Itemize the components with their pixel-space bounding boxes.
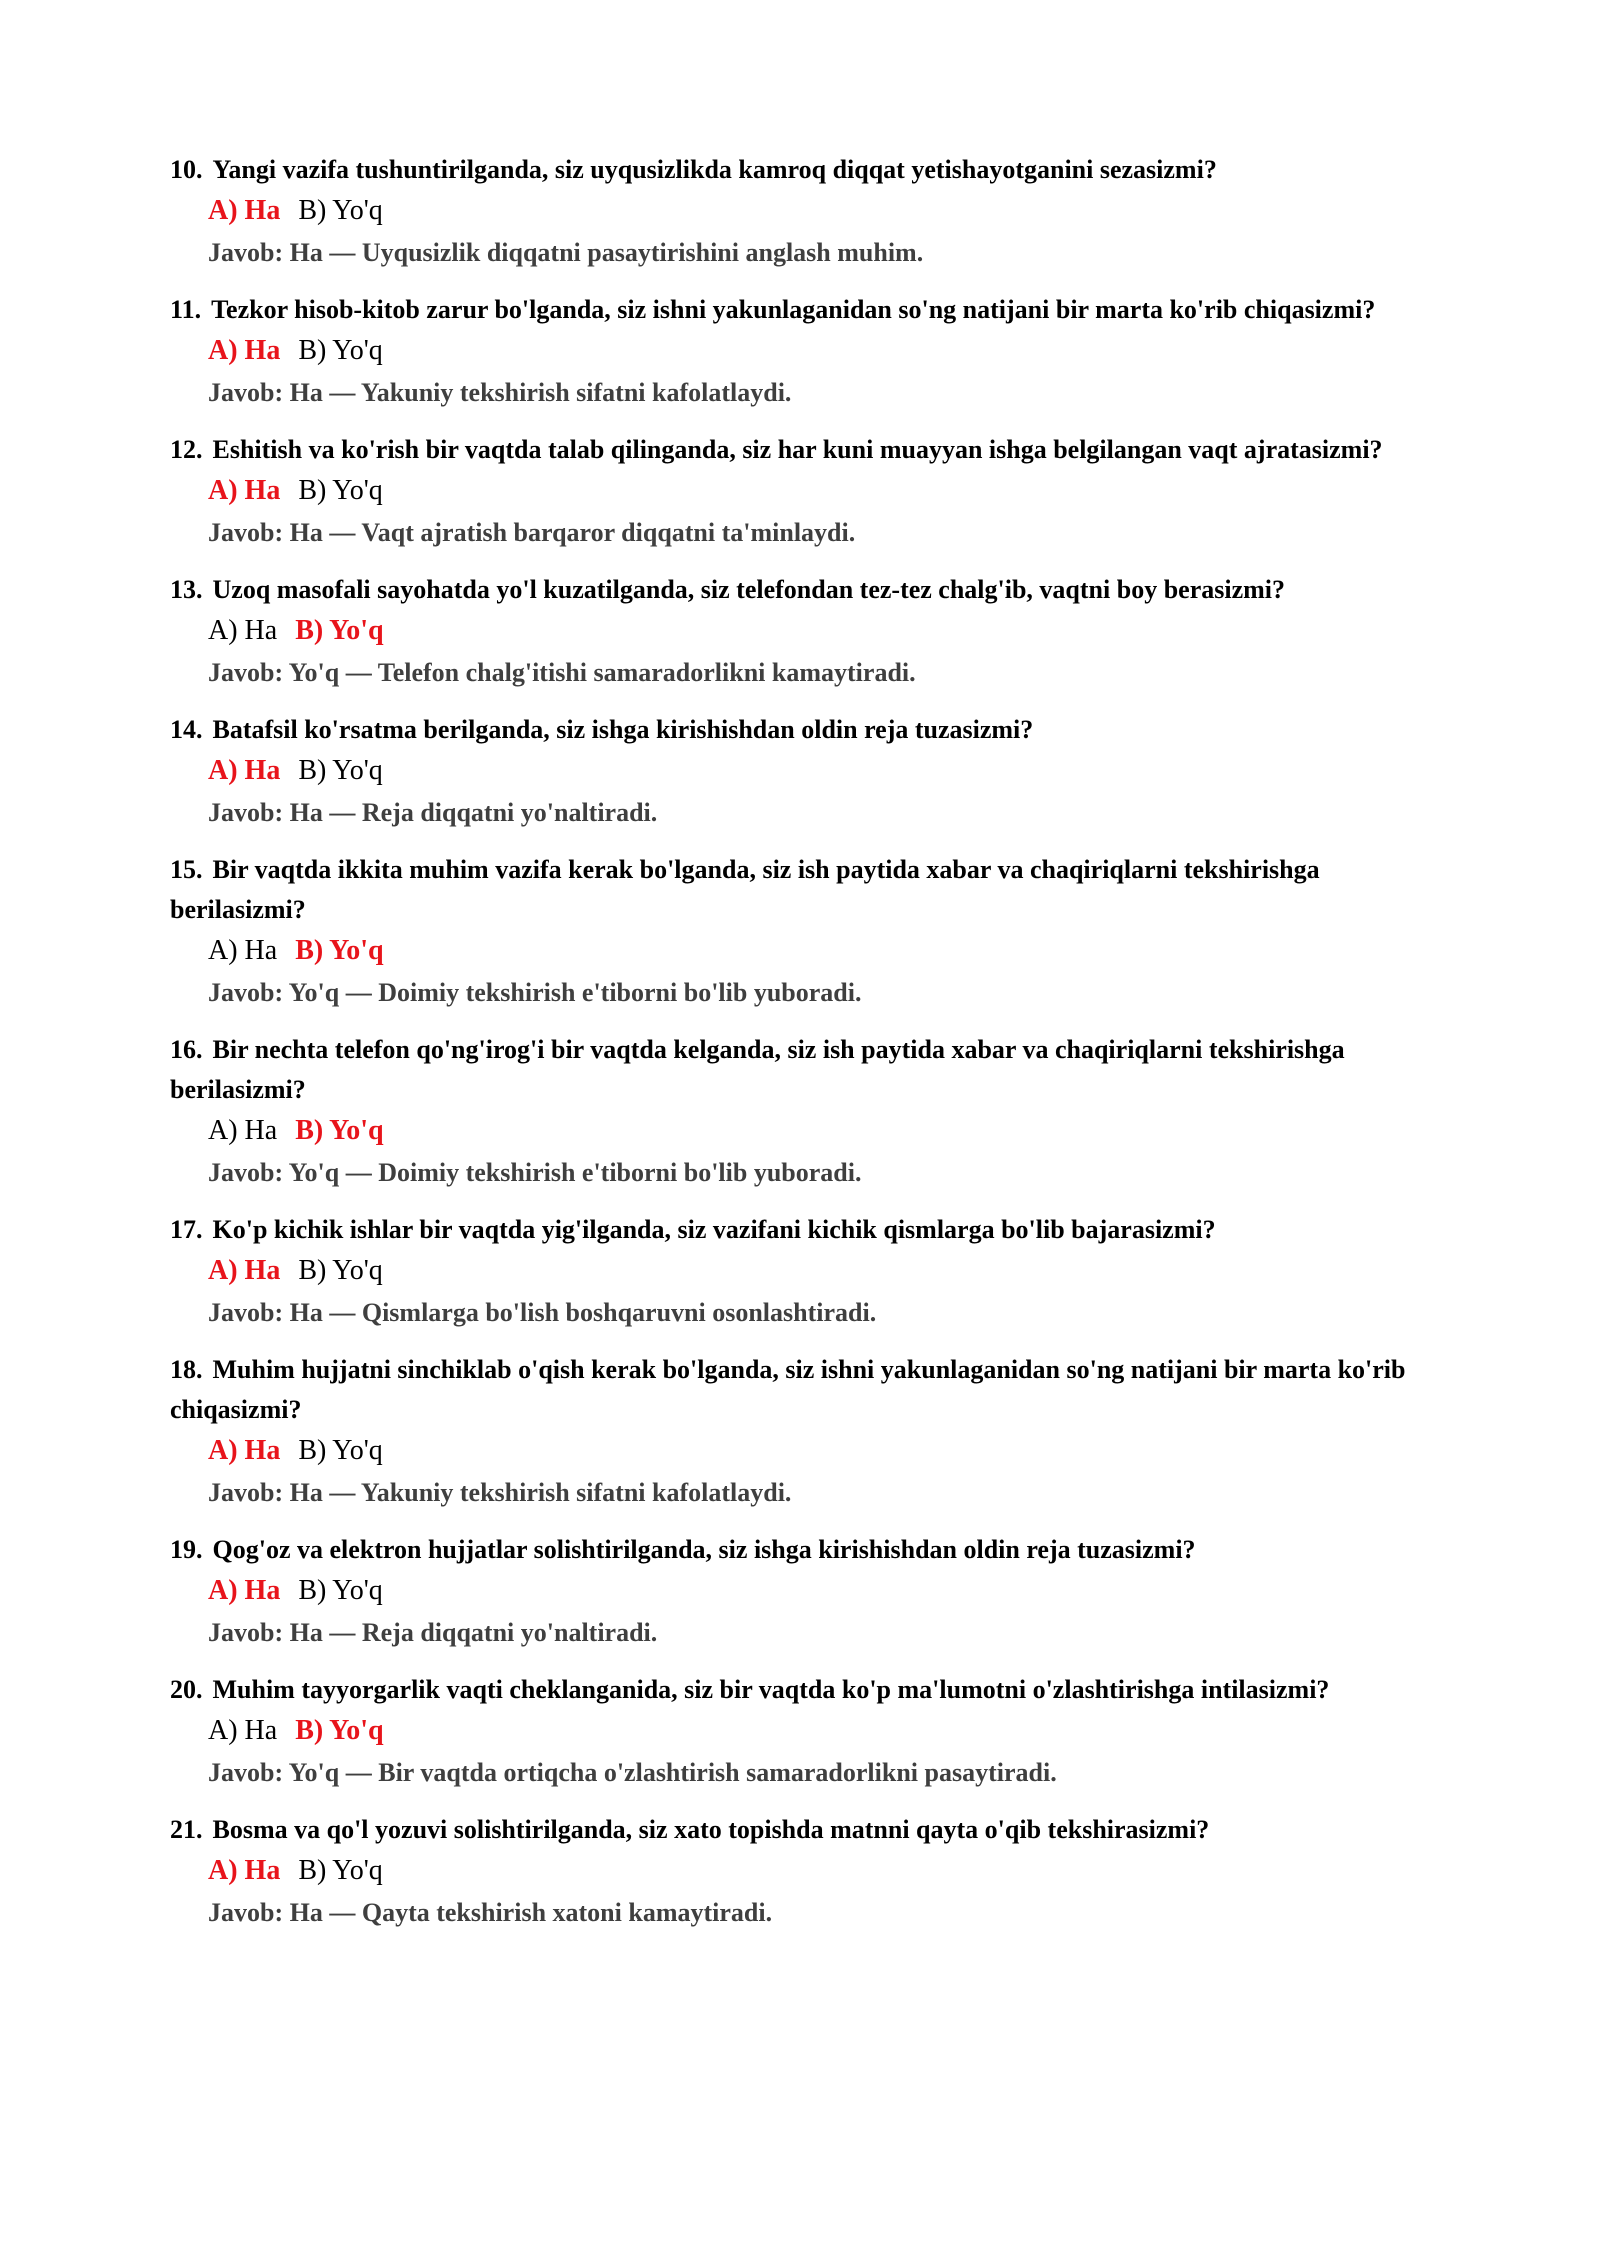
answer-line: Javob: Yo'q — Doimiy tekshirish e'tiborni bo'lib yuboradi. [208, 978, 862, 1007]
option-b: B) Yo'q [298, 1435, 383, 1466]
option-a: A) Ha [208, 1115, 278, 1146]
question-item [170, 290, 1440, 414]
question-item [170, 1030, 1440, 1194]
question-number: 20. [170, 1675, 203, 1704]
option-b: B) Yo'q [298, 1855, 383, 1886]
question-number: 11. [170, 295, 202, 324]
question-text [170, 1210, 1440, 1250]
option-b: B) Yo'q [295, 615, 384, 646]
option-a: A) Ha [208, 1855, 281, 1886]
options-row [208, 750, 1440, 792]
answer-line: Javob: Ha — Qismlarga bo'lish boshqaruvni osonlashtiradi. [208, 1298, 877, 1327]
options-row [208, 190, 1440, 232]
answer-line: Javob: Ha — Vaqt ajratish barqaror diqqatni ta'minlaydi. [208, 518, 856, 547]
question-item [170, 850, 1440, 1014]
answer-line: Javob: Ha — Yakuniy tekshirish sifatni kafolatlaydi. [208, 1478, 792, 1507]
options-row [208, 1430, 1440, 1472]
question-item [170, 150, 1440, 274]
answer-line: Javob: Ha — Reja diqqatni yo'naltiradi. [208, 798, 658, 827]
options-row [208, 330, 1440, 372]
options-row [208, 1250, 1440, 1292]
question-body: Bir nechta telefon qo'ng'irog'i bir vaqtda kelganda, siz ish paytida xabar va chaqiriqlarni tekshirishga berilasizmi? [170, 1035, 1345, 1104]
option-a: A) Ha [208, 335, 281, 366]
question-body: Uzoq masofali sayohatda yo'l kuzatilganda, siz telefondan tez-tez chalg'ib, vaqtni boy berasizmi? [212, 575, 1285, 604]
options-row [208, 1110, 1440, 1152]
question-item [170, 710, 1440, 834]
options-row [208, 610, 1440, 652]
question-text [170, 850, 1440, 930]
question-text [170, 150, 1440, 190]
question-number: 18. [170, 1355, 203, 1384]
question-number: 12. [170, 435, 203, 464]
question-item [170, 1810, 1440, 1934]
answer-line: Javob: Ha — Reja diqqatni yo'naltiradi. [208, 1618, 658, 1647]
option-a: A) Ha [208, 1575, 281, 1606]
question-number: 21. [170, 1815, 203, 1844]
options-row [208, 930, 1440, 972]
option-b: B) Yo'q [295, 1715, 384, 1746]
question-list [170, 150, 1440, 1950]
question-body: Muhim tayyorgarlik vaqti cheklanganida, siz bir vaqtda ko'p ma'lumotni o'zlashtirishga intilasizmi? [212, 1675, 1330, 1704]
question-item [170, 1350, 1440, 1514]
option-a: A) Ha [208, 475, 281, 506]
question-text [170, 290, 1440, 330]
option-a: A) Ha [208, 1255, 281, 1286]
question-body: Batafsil ko'rsatma berilganda, siz ishga kirishishdan oldin reja tuzasizmi? [212, 715, 1034, 744]
answer-line: Javob: Ha — Uyqusizlik diqqatni pasaytirishini anglash muhim. [208, 238, 924, 267]
question-body: Bir vaqtda ikkita muhim vazifa kerak bo'lganda, siz ish paytida xabar va chaqiriqlarni tekshirishga berilasizmi? [170, 855, 1320, 924]
option-a: A) Ha [208, 615, 278, 646]
question-item [170, 1670, 1440, 1794]
answer-line: Javob: Ha — Qayta tekshirish xatoni kamaytiradi. [208, 1898, 773, 1927]
option-a: A) Ha [208, 755, 281, 786]
question-item [170, 1210, 1440, 1334]
option-b: B) Yo'q [298, 475, 383, 506]
question-text [170, 1350, 1440, 1430]
question-item [170, 430, 1440, 554]
question-body: Yangi vazifa tushuntirilganda, siz uyqusizlikda kamroq diqqat yetishayotganini sezasizmi? [212, 155, 1217, 184]
question-body: Muhim hujjatni sinchiklab o'qish kerak bo'lganda, siz ishni yakunlaganidan so'ng natijani bir marta ko'rib chiqasizmi? [170, 1355, 1406, 1424]
question-number: 15. [170, 855, 203, 884]
answer-line: Javob: Ha — Yakuniy tekshirish sifatni kafolatlaydi. [208, 378, 792, 407]
option-b: B) Yo'q [295, 1115, 384, 1146]
options-row [208, 1850, 1440, 1892]
answer-line: Javob: Yo'q — Doimiy tekshirish e'tiborni bo'lib yuboradi. [208, 1158, 862, 1187]
question-number: 13. [170, 575, 203, 604]
question-number: 16. [170, 1035, 203, 1064]
option-b: B) Yo'q [298, 1255, 383, 1286]
answer-line: Javob: Yo'q — Bir vaqtda ortiqcha o'zlashtirish samaradorlikni pasaytiradi. [208, 1758, 1057, 1787]
question-body: Qog'oz va elektron hujjatlar solishtirilganda, siz ishga kirishishdan oldin reja tuzasizmi? [212, 1535, 1196, 1564]
question-text [170, 710, 1440, 750]
question-text [170, 570, 1440, 610]
options-row [208, 470, 1440, 512]
question-body: Tezkor hisob-kitob zarur bo'lganda, siz ishni yakunlaganidan so'ng natijani bir marta ko'rib chiqasizmi? [211, 295, 1376, 324]
option-b: B) Yo'q [298, 335, 383, 366]
option-a: A) Ha [208, 935, 278, 966]
options-row [208, 1710, 1440, 1752]
question-text [170, 1530, 1440, 1570]
option-a: A) Ha [208, 1715, 278, 1746]
option-b: B) Yo'q [298, 195, 383, 226]
question-body: Ko'p kichik ishlar bir vaqtda yig'ilganda, siz vazifani kichik qismlarga bo'lib bajarasizmi? [212, 1215, 1216, 1244]
option-a: A) Ha [208, 195, 281, 226]
question-text [170, 1030, 1440, 1110]
question-number: 17. [170, 1215, 203, 1244]
question-text [170, 1810, 1440, 1850]
question-text [170, 430, 1440, 470]
option-b: B) Yo'q [295, 935, 384, 966]
question-item [170, 1530, 1440, 1654]
question-number: 19. [170, 1535, 203, 1564]
question-body: Bosma va qo'l yozuvi solishtirilganda, siz xato topishda matnni qayta o'qib tekshirasizmi? [212, 1815, 1210, 1844]
question-item [170, 570, 1440, 694]
question-body: Eshitish va ko'rish bir vaqtda talab qilinganda, siz har kuni muayyan ishga belgilangan vaqt ajratasizmi? [212, 435, 1383, 464]
options-row [208, 1570, 1440, 1612]
option-b: B) Yo'q [298, 1575, 383, 1606]
option-b: B) Yo'q [298, 755, 383, 786]
question-text [170, 1670, 1440, 1710]
option-a: A) Ha [208, 1435, 281, 1466]
question-number: 14. [170, 715, 203, 744]
question-number: 10. [170, 155, 203, 184]
answer-line: Javob: Yo'q — Telefon chalg'itishi samaradorlikni kamaytiradi. [208, 658, 916, 687]
